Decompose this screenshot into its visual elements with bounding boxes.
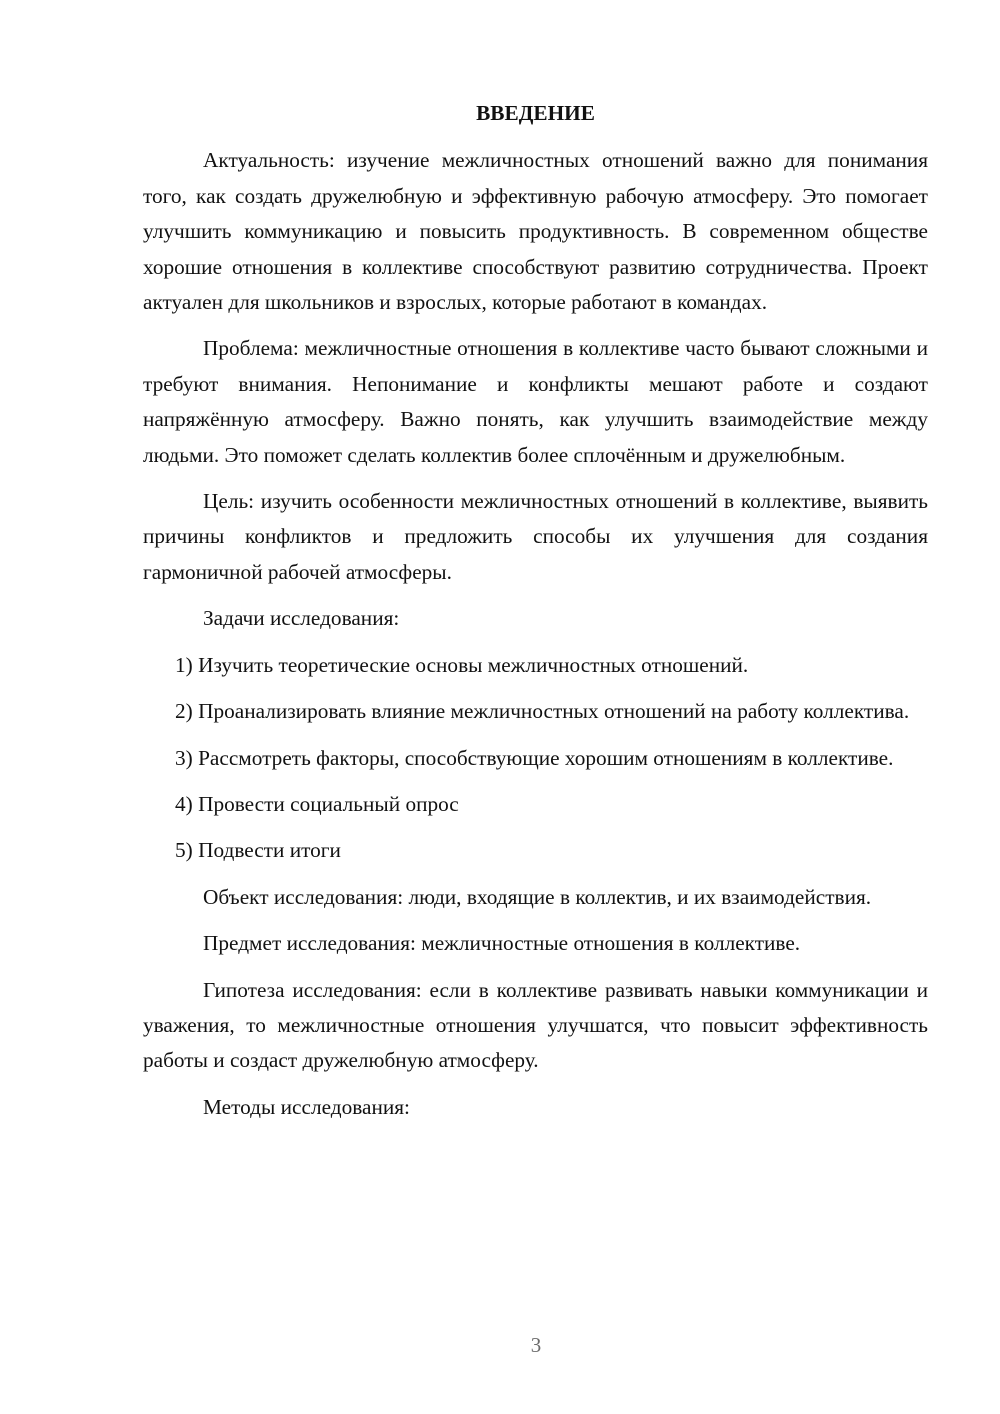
task-item-1: 1) Изучить теоретические основы межличностных отношений. xyxy=(175,652,749,677)
paragraph-relevance: Актуальность: изучение межличностных отношений важно для понимания того, как создать дружелюбную и эффективную рабочую атмосферу. Это помогает улучшить коммуникацию и повысить продуктивность. В современном обществе хорошие отношения в коллективе способствуют развитию сотрудничества. Проект актуален для школьников и взрослых, которые работают в командах. xyxy=(143,148,928,315)
task-item-5: 5) Подвести итоги xyxy=(175,838,341,863)
paragraph-problem: Проблема: межличностные отношения в коллективе часто бывают сложными и требуют внимания. Непонимание и конфликты мешают работе и создают напряжённую атмосферу. Важно понять, как улучшить взаимодействие между людьми. Это поможет сделать коллектив более сплочённым и дружелюбным. xyxy=(143,336,928,467)
task-item-3: 3) Рассмотреть факторы, способствующие хорошим отношениям в коллективе. xyxy=(175,745,894,770)
document-body xyxy=(143,96,928,1136)
page-number: 3 xyxy=(530,1333,542,1357)
section-title: ВВЕДЕНИЕ xyxy=(476,101,595,125)
paragraph-goal: Цель: изучить особенности межличностных отношений в коллективе, выявить причины конфликтов и предложить способы их улучшения для создания гармоничной рабочей атмосферы. xyxy=(143,489,928,584)
paragraph-methods: Методы исследования: xyxy=(203,1094,410,1119)
paragraph-subject: Предмет исследования: межличностные отношения в коллективе. xyxy=(203,931,801,956)
task-item-2: 2) Проанализировать влияние межличностных отношений на работу коллектива. xyxy=(175,699,910,724)
paragraph-object: Объект исследования: люди, входящие в коллектив, и их взаимодействия. xyxy=(203,884,872,909)
paragraph-hypothesis: Гипотеза исследования: если в коллективе развивать навыки коммуникации и уважения, то межличностные отношения улучшатся, что повысит эффективность работы и создаст дружелюбную атмосферу. xyxy=(143,977,928,1073)
task-item-4: 4) Провести социальный опрос xyxy=(175,791,459,816)
paragraph-tasks-heading: Задачи исследования: xyxy=(203,606,400,631)
